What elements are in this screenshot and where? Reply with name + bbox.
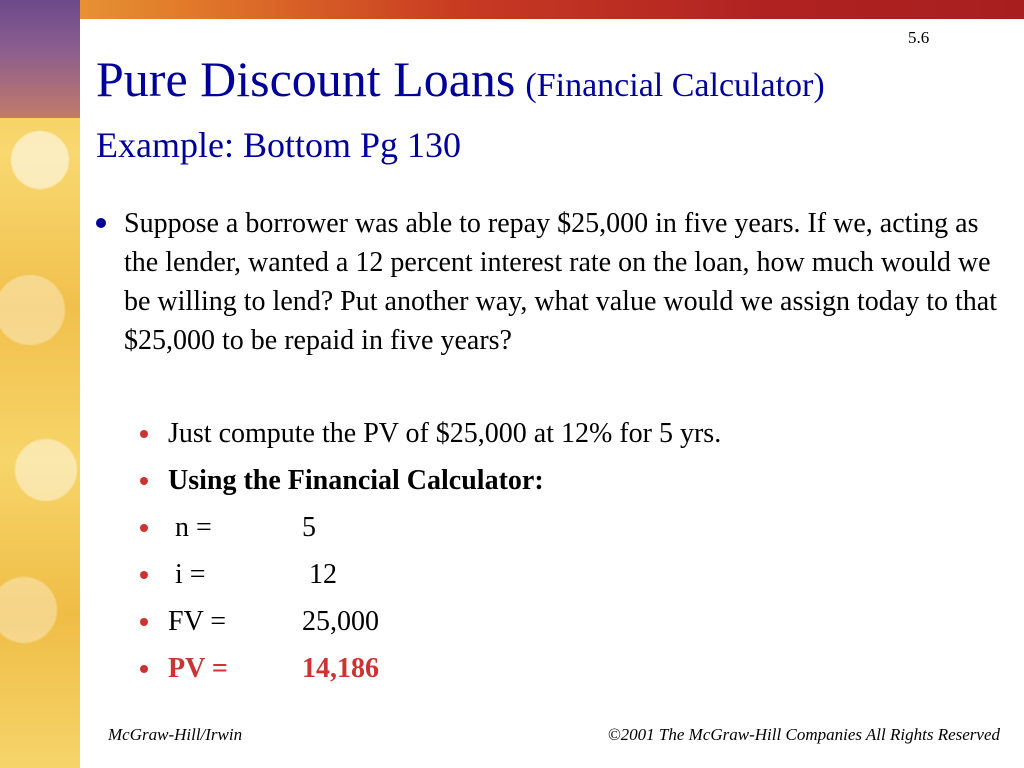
calc-input-value: 5: [302, 511, 316, 543]
calc-result-label: PV =: [168, 652, 228, 684]
top-decorative-bar: [0, 0, 1024, 19]
calc-input-label: FV =: [168, 605, 227, 637]
calc-result-value: 14,186: [302, 652, 379, 684]
main-bullet-text: Suppose a borrower was able to repay $25,000 in five years. If we, acting as the lender, wanted a 12 percent interest rate on the loan, how much would we be willing to lend? Put another way, what value would we assign today to that $25,000 to be repaid in five years?: [124, 208, 998, 356]
sub-bullet-dot-icon: [140, 618, 148, 626]
sub-bullet-item: [140, 457, 721, 504]
bullet-dot-icon: [96, 218, 106, 228]
sub-bullet-text: Just compute the PV of $25,000 at 12% for 5 yrs.: [168, 417, 722, 449]
sub-bullet-dot-icon: [140, 477, 148, 485]
left-decorative-strip: [0, 0, 80, 768]
sub-bullet-list: [140, 410, 721, 692]
calc-input-label: i =: [168, 558, 206, 590]
slide-title: [96, 50, 825, 108]
calc-input-value: 25,000: [302, 605, 379, 637]
title-parenthetical: (Financial Calculator): [525, 67, 825, 104]
sub-bullet-dot-icon: [140, 665, 148, 673]
sub-bullet-item: [140, 598, 721, 645]
sub-bullet-dot-icon: [140, 524, 148, 532]
calc-input-value: 12: [302, 558, 337, 590]
title-main: Pure Discount Loans: [96, 51, 516, 107]
footer-copyright: ©2001 The McGraw-Hill Companies All Rights Reserved: [607, 725, 1000, 744]
sub-bullet-dot-icon: [140, 571, 148, 579]
sub-bullet-item-result: [140, 645, 721, 692]
sub-bullet-dot-icon: [140, 430, 148, 438]
sub-bullet-item: [140, 504, 721, 551]
main-bullet: [96, 204, 1006, 360]
sub-bullet-item: [140, 551, 721, 598]
left-strip-top-block: [0, 0, 80, 118]
footer-publisher: McGraw-Hill/Irwin: [108, 725, 243, 744]
sub-bullet-text: Using the Financial Calculator:: [168, 464, 544, 496]
calc-input-label: n =: [168, 511, 212, 543]
sub-bullet-item: [140, 410, 721, 457]
slide-subtitle: Example: Bottom Pg 130: [96, 125, 461, 165]
slide-number: 5.6: [908, 28, 930, 47]
